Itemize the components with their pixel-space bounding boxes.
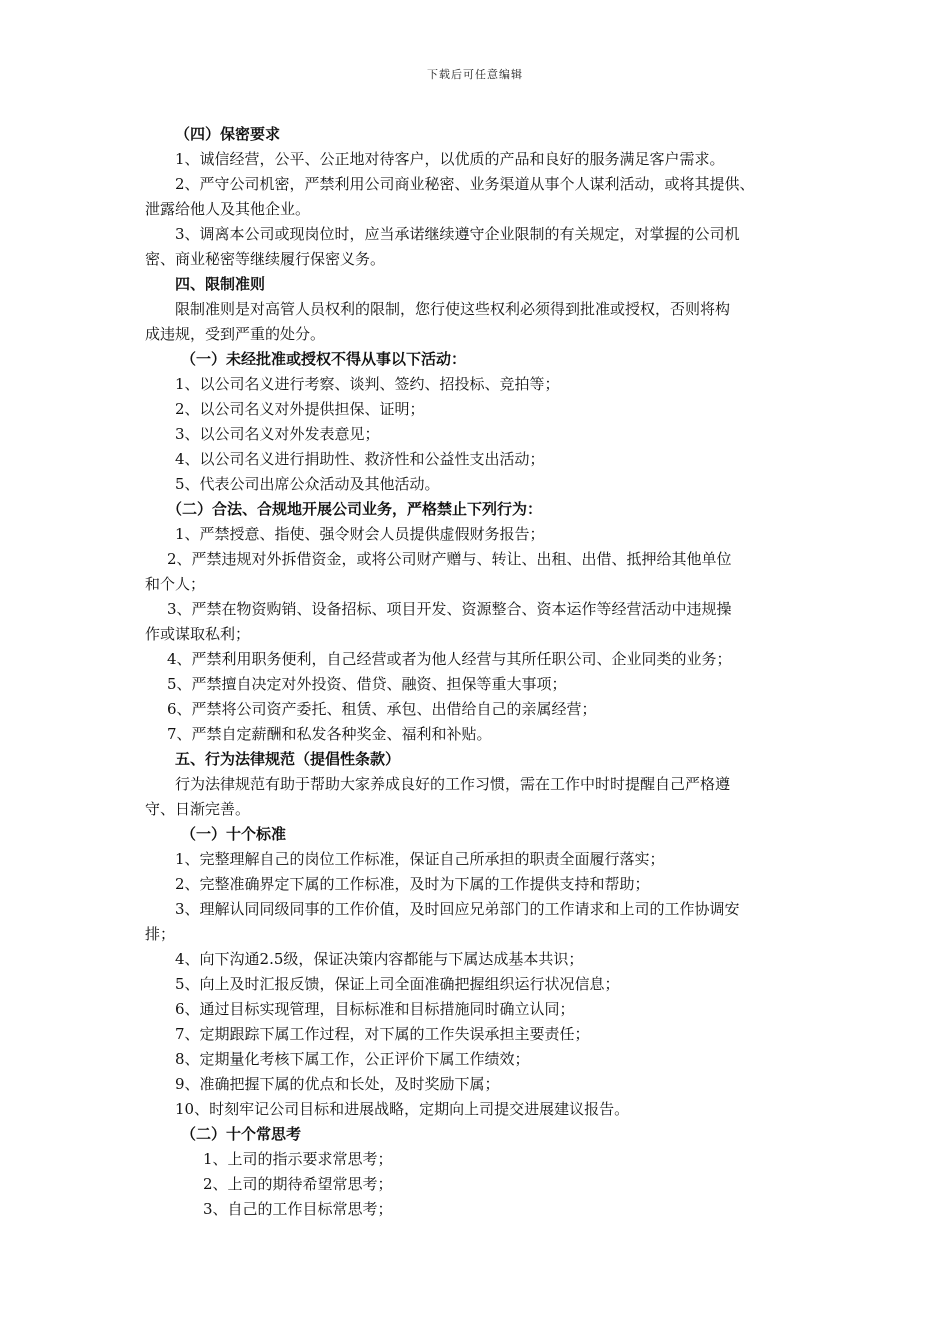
paragraph-line: 成违规，受到严重的处分。 — [145, 325, 326, 343]
paragraph-line: 7、严禁自定薪酬和私发各种奖金、福利和补贴。 — [167, 725, 492, 743]
paragraph-line: 2、完整准确界定下属的工作标准，及时为下属的工作提供支持和帮助； — [175, 875, 650, 893]
paragraph-line: 4、以公司名义进行捐助性、救济性和公益性支出活动； — [175, 450, 545, 468]
paragraph-line: 10、时刻牢记公司目标和进展战略，定期向上司提交进展建议报告。 — [175, 1100, 630, 1118]
paragraph-line: 2、上司的期待希望常思考； — [203, 1175, 393, 1193]
paragraph-line: 1、上司的指示要求常思考； — [203, 1150, 393, 1168]
paragraph-line: 6、通过目标实现管理，目标标准和目标措施同时确立认同； — [175, 1000, 575, 1018]
paragraph-line: 密、商业秘密等继续履行保密义务。 — [145, 250, 386, 268]
paragraph-line: 9、准确把握下属的优点和长处，及时奖励下属； — [175, 1075, 500, 1093]
paragraph-line: 3、理解认同同级同事的工作价值，及时回应兄弟部门的工作请求和上司的工作协调安 — [175, 900, 740, 918]
paragraph-line: 4、严禁利用职务便利，自己经营或者为他人经营与其所任职公司、企业同类的业务； — [167, 650, 732, 668]
paragraph-line: 1、严禁授意、指使、强令财会人员提供虚假财务报告； — [175, 525, 545, 543]
paragraph-line: 作或谋取私利； — [145, 625, 251, 643]
section-heading: 四、限制准则 — [175, 275, 266, 293]
paragraph-line: 5、严禁擅自决定对外投资、借贷、融资、担保等重大事项； — [167, 675, 567, 693]
paragraph-line: 8、定期量化考核下属工作，公正评价下属工作绩效； — [175, 1050, 530, 1068]
paragraph-line: 排； — [145, 925, 176, 943]
paragraph-line: 3、自己的工作目标常思考； — [203, 1200, 393, 1218]
paragraph-line: 限制准则是对高管人员权利的限制，您行使这些权利必须得到批准或授权，否则将构 — [175, 300, 731, 318]
section-heading: （一）未经批准或授权不得从事以下活动： — [181, 350, 467, 368]
paragraph-line: 2、以公司名义对外提供担保、证明； — [175, 400, 425, 418]
paragraph-line: 3、严禁在物资购销、设备招标、项目开发、资源整合、资本运作等经营活动中违规操 — [167, 600, 732, 618]
paragraph-line: 3、以公司名义对外发表意见； — [175, 425, 380, 443]
paragraph-line: 3、调离本公司或现岗位时，应当承诺继续遵守企业限制的有关规定，对掌握的公司机 — [175, 225, 740, 243]
paragraph-line: 7、定期跟踪下属工作过程，对下属的工作失误承担主要责任； — [175, 1025, 590, 1043]
page-header: 下载后可任意编辑 — [427, 68, 523, 81]
paragraph-line: 和个人； — [145, 575, 206, 593]
paragraph-line: 6、严禁将公司资产委托、租赁、承包、出借给自己的亲属经营； — [167, 700, 597, 718]
section-heading: （二）合法、合规地开展公司业务，严格禁止下列行为： — [167, 500, 543, 518]
paragraph-line: 1、完整理解自己的岗位工作标准，保证自己所承担的职责全面履行落实； — [175, 850, 665, 868]
paragraph-line: 4、向下沟通2.5级，保证决策内容都能与下属达成基本共识； — [175, 950, 584, 968]
paragraph-line: 守、日渐完善。 — [145, 800, 251, 818]
paragraph-line: 1、诚信经营，公平、公正地对待客户，以优质的产品和良好的服务满足客户需求。 — [175, 150, 725, 168]
paragraph-line: 行为法律规范有助于帮助大家养成良好的工作习惯，需在工作中时时提醒自己严格遵 — [175, 775, 731, 793]
paragraph-line: 泄露给他人及其他企业。 — [145, 200, 311, 218]
paragraph-line: 2、严禁违规对外拆借资金，或将公司财产赠与、转让、出租、出借、抵押给其他单位 — [167, 550, 732, 568]
paragraph-line: 5、向上及时汇报反馈，保证上司全面准确把握组织运行状况信息； — [175, 975, 620, 993]
paragraph-line: 2、严守公司机密，严禁利用公司商业秘密、业务渠道从事个人谋利活动，或将其提供、 — [175, 175, 755, 193]
section-heading: （四）保密要求 — [175, 125, 281, 143]
paragraph-line: 1、以公司名义进行考察、谈判、签约、招投标、竞拍等； — [175, 375, 560, 393]
section-heading: 五、行为法律规范（提倡性条款） — [175, 750, 401, 768]
document-body — [145, 122, 815, 1222]
section-heading: （一）十个标准 — [181, 825, 287, 843]
paragraph-line: 5、代表公司出席公众活动及其他活动。 — [175, 475, 440, 493]
section-heading: （二）十个常思考 — [181, 1125, 302, 1143]
